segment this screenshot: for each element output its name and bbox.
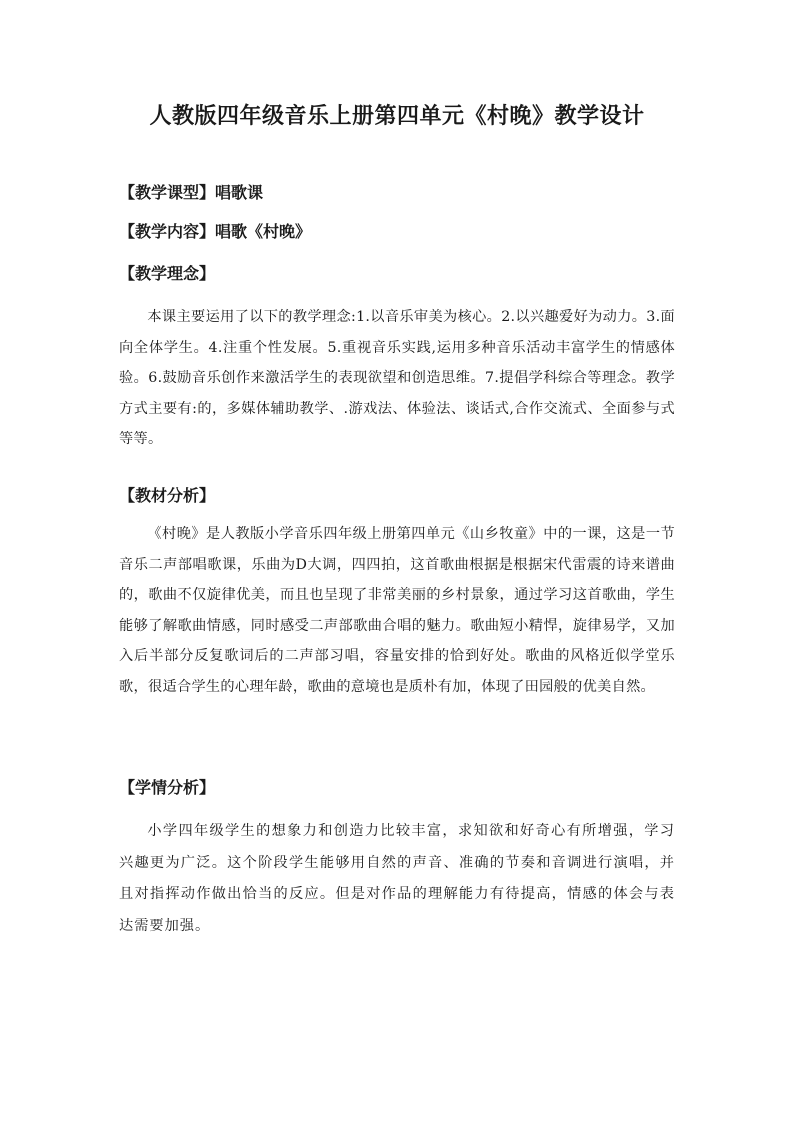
section-heading-student-analysis: 【学情分析】 — [119, 778, 216, 797]
document-title: 人教版四年级音乐上册第四单元《村晚》教学设计 — [149, 104, 645, 129]
section-heading-lesson-type: 【教学课型】唱歌课 — [119, 183, 264, 202]
section-heading-teaching-concept: 【教学理念】 — [119, 264, 216, 283]
section-heading-lesson-content: 【教学内容】唱歌《村晚》 — [119, 222, 312, 241]
paragraph-teaching-concept: 本课主要运用了以下的教学理念:1.以音乐审美为核心。2.以兴趣爱好为动力。3.面向全体学生。4.注重个性发展。5.重视音乐实践,运用多种音乐活动丰富学生的情感体验。6.鼓励音乐创作来激活学生的表现欲望和创造思维。7.提倡学科综合等理念。教学方式主要有:的，多媒体辅助教学、.游戏法、体验法、谈话式,合作交流式、全面参与式等等。 — [119, 309, 675, 447]
paragraph-student-analysis: 小学四年级学生的想象力和创造力比较丰富，求知欲和好奇心有所增强，学习兴趣更为广泛。这个阶段学生能够用自然的声音、准确的节奏和音调进行演唱，并且对指挥动作做出恰当的反应。但是对作品的理解能力有待提高，情感的体会与表达需要加强。 — [119, 823, 675, 934]
paragraph-material-analysis: 《村晚》是人教版小学音乐四年级上册第四单元《山乡牧童》中的一课，这是一节音乐二声部唱歌课，乐曲为D大调，四四拍，这首歌曲根据是根据宋代雷震的诗来谱曲的，歌曲不仅旋律优美，而且也呈现了非常美丽的乡村景象，通过学习这首歌曲，学生能够了解歌曲情感，同时感受二声部歌曲合唱的魅力。歌曲短小精悍，旋律易学，又加入后半部分反复歌词后的二声部习唱，容量安排的恰到好处。歌曲的风格近似学堂乐歌，很适合学生的心理年龄，歌曲的意境也是质朴有加，体现了田园般的优美自然。 — [119, 526, 675, 695]
section-heading-material-analysis: 【教材分析】 — [119, 486, 216, 505]
